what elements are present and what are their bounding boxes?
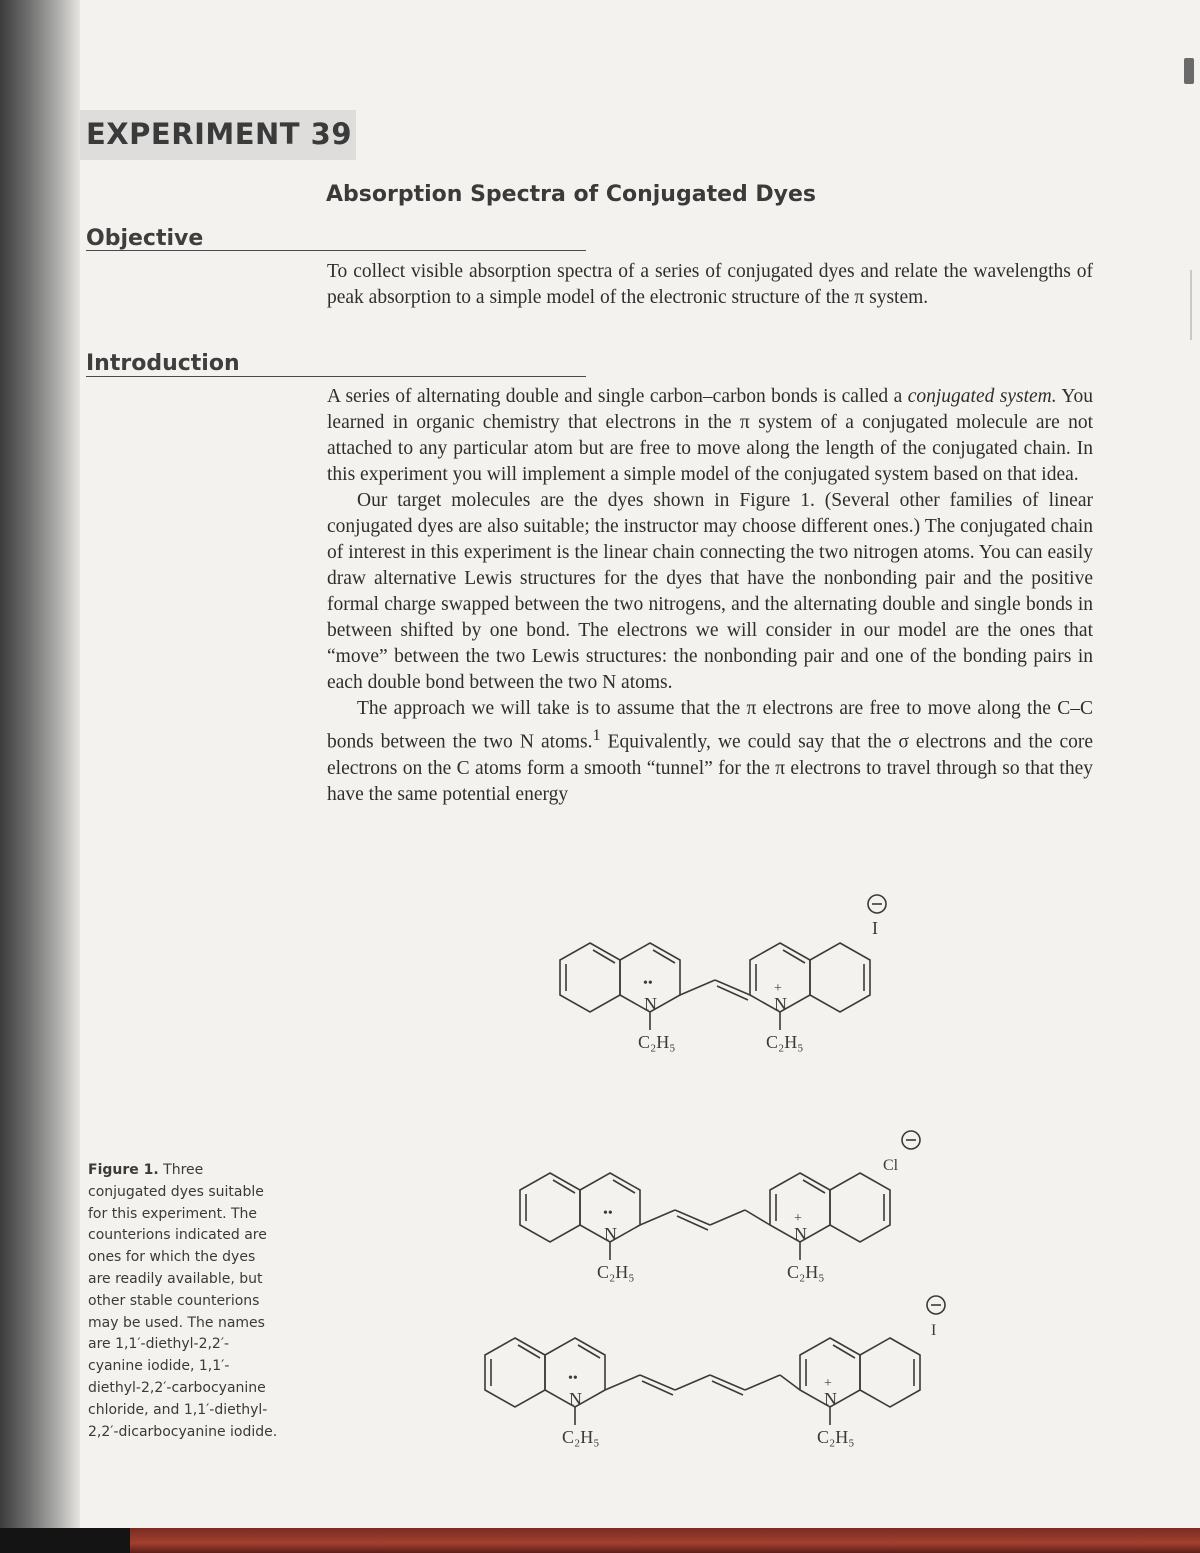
intro-paragraph-3: [327, 696, 1093, 808]
dye-3-counterion: I: [931, 1322, 937, 1339]
intro-p3-part-a: The approach we will take is to assume that the π electrons are free to move along the C–C bonds between the two N atoms.: [327, 698, 1093, 753]
page-edge-mark: [1190, 270, 1192, 340]
dye-2-structure: [520, 1131, 920, 1260]
dye-3-lone-pair: ••: [568, 1371, 578, 1386]
intro-p1-part-b: You learned in organic chemistry that electrons in the π system of a conjugated molecule are not attached to any particular atom but are free to move along the length of the conjugated chain. In this experiment you will implement a simple model of the conjugated system based on that idea.: [327, 386, 1093, 485]
introduction-text: [327, 384, 1093, 808]
experiment-number: EXPERIMENT 39: [86, 117, 353, 151]
dye-1-counterion: I: [872, 918, 878, 938]
introduction-rule: [86, 376, 586, 377]
figure-caption: [88, 1160, 278, 1443]
dye-3-structure: [485, 1296, 945, 1425]
dye-2-counterion: Cl: [883, 1157, 899, 1174]
page-corner-mark: [1184, 58, 1194, 84]
dye-2-lone-pair: ••: [603, 1206, 613, 1221]
dye-3-n-right: N: [824, 1389, 837, 1409]
dye-3-ethyl-left: C₂H₅: [562, 1427, 600, 1447]
intro-p3-part-b: Equivalently, we could say that the σ electrons and the core electrons on the C atoms form a smooth “tunnel” for the π electrons to travel through so that they have the same potential energy: [327, 731, 1093, 805]
dye-2-ethyl-left: C₂H₅: [597, 1262, 635, 1282]
dye-1-structure: [560, 895, 886, 1030]
introduction-heading: Introduction: [86, 351, 240, 376]
intro-paragraph-2: Our target molecules are the dyes shown in Figure 1. (Several other families of linear conjugated dyes are also suitable; the instructor may choose different ones.) The conjugated chain of interest in this experiment is the linear chain connecting the two nitrogen atoms. You can easily draw alternative Lewis structures for the dyes that have the nonbonding pair and the positive formal charge swapped between the two nitrogens, and the alternating double and single bonds in between shifted by one bond. The electrons we will consider in our model are the ones that “move” between the two Lewis structures: the nonbonding pair and one of the bonding pairs in each double bond between the two N atoms.: [327, 490, 1093, 693]
dye-2-n-right: N: [794, 1224, 807, 1244]
page-bottom-edge: [0, 1528, 1200, 1553]
dye-1-n-right: N: [774, 994, 787, 1014]
figure-dye-structures: [470, 880, 1190, 1480]
book-spine-shadow: [0, 0, 80, 1553]
objective-rule: [86, 250, 586, 251]
dye-1-n-left: N: [644, 994, 657, 1014]
page-title: Absorption Spectra of Conjugated Dyes: [326, 182, 817, 207]
figure-caption-text: Three conjugated dyes suitable for this experiment. The counterions indicated are ones for which the dyes are readily available, but other stable counterions may be used. The names are 1,1′-diethyl-2,2′-cyanine iodide, 1,1′-diethyl-2,2′-carbocyanine chloride, and 1,1′-diethyl-2,2′-dicarbocyanine iodide.: [88, 1162, 278, 1440]
figure-label: Figure 1.: [88, 1162, 159, 1178]
dye-3-ethyl-right: C₂H₅: [817, 1427, 855, 1447]
objective-heading: Objective: [86, 226, 204, 251]
dye-3-plus-charge: +: [824, 1376, 832, 1391]
dye-2-ethyl-right: C₂H₅: [787, 1262, 825, 1282]
dye-1-lone-pair: ••: [643, 976, 653, 991]
dye-3-n-left: N: [569, 1389, 582, 1409]
intro-paragraph-1: [327, 384, 1093, 488]
dye-structures-drawing: [470, 880, 1190, 1480]
intro-p1-part-a: A series of alternating double and single carbon–carbon bonds is called a: [327, 386, 908, 407]
intro-p1-term: conjugated system.: [907, 386, 1057, 407]
dye-1-plus-charge: +: [774, 981, 782, 996]
dye-2-n-left: N: [604, 1224, 617, 1244]
footnote-marker: 1: [592, 726, 601, 744]
dye-2-plus-charge: +: [794, 1211, 802, 1226]
objective-text: [327, 259, 1093, 311]
page-bottom-shadow: [0, 1528, 130, 1553]
dye-1-ethyl-left: C₂H₅: [638, 1032, 676, 1052]
dye-1-ethyl-right: C₂H₅: [766, 1032, 804, 1052]
objective-paragraph: To collect visible absorption spectra of a series of conjugated dyes and relate the wavelengths of peak absorption to a simple model of the electronic structure of the π system.: [327, 261, 1093, 308]
